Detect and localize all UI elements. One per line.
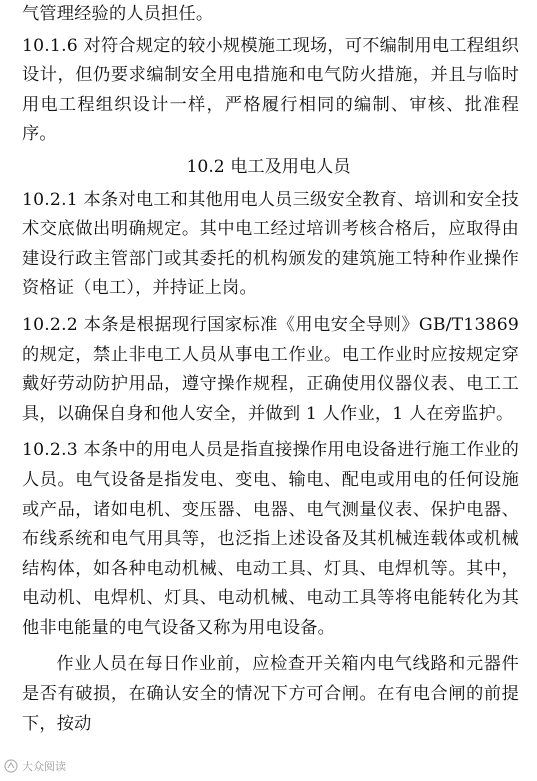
section-heading-10-2: 10.2 电工及用电人员 bbox=[186, 156, 351, 177]
paragraph-10-1-6: 10.1.6 对符合规定的较小规模施工现场，可不编制用电工程组织设计，但仍要求编制安全用电措施和电气防火措施，并且与临时用电工程组织设计一样，严格履行相同的编制、审核、批准程序。 bbox=[22, 35, 519, 145]
paragraph-10-2-3: 10.2.3 本条中的用电人员是指直接操作用电设备进行施工作业的人员。电气设备是指发电、变电、输电、配电或用电的任何设施或产品，诸如电机、变压器、电器、电气测量仪表、保护电器、布线系统和电气用具等，也泛指上述设备及其机械连载体或机械结构体，如各种电动机械、电动工具、灯具、电焊机等。其中，电动机、电焊机、灯具、电动机械、电动工具等将电能转化为其他非电能量的电气设备又称为用电设备。 bbox=[22, 440, 519, 638]
paragraph-10-2-1: 10.2.1 本条对电工和其他用电人员三级安全教育、培训和安全技术交底做出明确规定。其中电工经过培训考核合格后，应取得由建设行政主管部门或其委托的机构颁发的建筑施工特种作业操作资格证（电工），并持证上岗。 bbox=[22, 189, 519, 299]
paragraph-operator-check: 作业人员在每日作业前，应检查开关箱内电气线路和元器件是否有破损，在确认安全的情况下方可合闸。在有电合闸的前提下，按动 bbox=[22, 654, 519, 734]
paragraph-continuation: 气管理经验的人员担任。 bbox=[22, 4, 214, 24]
paragraph-10-2-2: 10.2.2 本条是根据现行国家标准《用电安全导则》GB/T13869 的规定，禁止非电工人员从事电工作业。电工作业时应按规定穿戴好劳动防护用品，遵守操作规程，正确使用仪器仪表、电工工具，以确保自身和他人安全，并做到 1 人作业，1 人在旁监护。 bbox=[22, 314, 519, 424]
watermark-text: 大众阅读 bbox=[22, 760, 66, 773]
watermark bbox=[4, 758, 66, 774]
watermark-logo-icon bbox=[4, 759, 18, 773]
